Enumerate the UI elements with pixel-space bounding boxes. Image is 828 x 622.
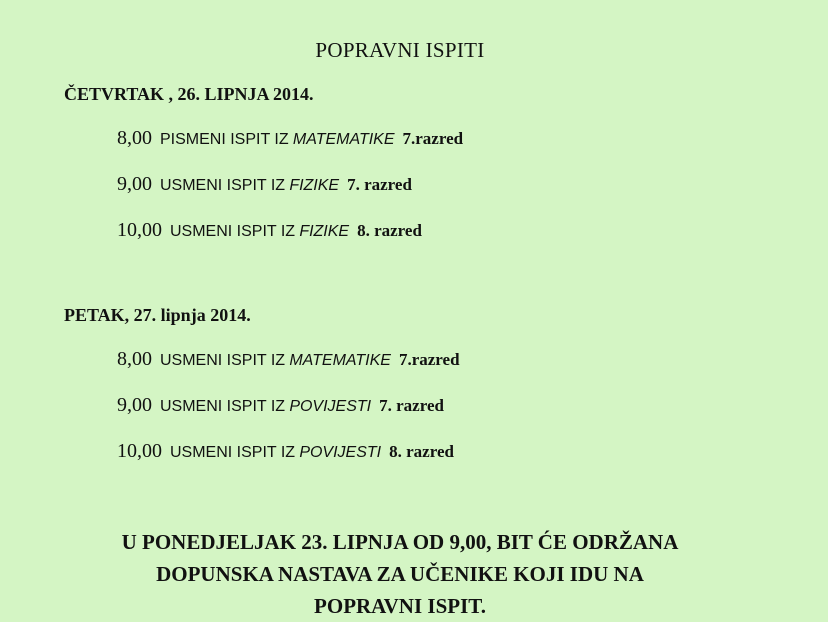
exam-row xyxy=(117,219,422,242)
exam-time: 9,00 xyxy=(117,173,152,195)
notice-line: U PONEDJELJAK 23. LIPNJA OD 9,00, BIT ĆE ODRŽANA xyxy=(121,530,679,554)
exam-time: 10,00 xyxy=(117,219,162,241)
exam-row xyxy=(117,348,460,371)
exam-row xyxy=(117,127,463,150)
exam-grade: 7. razred xyxy=(347,175,412,194)
exam-subject: POVIJESTI xyxy=(299,444,382,461)
exam-subject: FIZIKE xyxy=(299,223,350,240)
exam-row xyxy=(117,440,454,463)
notice-block xyxy=(0,526,800,622)
exam-grade: 8. razred xyxy=(357,221,422,240)
exam-subject: MATEMATIKE xyxy=(289,352,391,369)
exam-type: USMENI ISPIT IZ xyxy=(170,223,296,240)
exam-grade: 7. razred xyxy=(379,396,444,415)
exam-grade: 7.razred xyxy=(402,129,464,148)
exam-grade: 8. razred xyxy=(389,442,454,461)
notice-line: POPRAVNI ISPIT. xyxy=(314,594,486,618)
exam-subject: MATEMATIKE xyxy=(292,131,395,148)
exam-grade: 7.razred xyxy=(398,350,460,369)
day-heading-thursday: ČETVRTAK , 26. LIPNJA 2014. xyxy=(64,84,314,104)
day-heading-friday: PETAK, 27. lipnja 2014. xyxy=(64,305,251,325)
exam-time: 10,00 xyxy=(117,440,162,462)
exam-time: 8,00 xyxy=(117,127,152,149)
exam-time: 8,00 xyxy=(117,348,152,370)
exam-type: USMENI ISPIT IZ xyxy=(160,398,286,415)
exam-type: USMENI ISPIT IZ xyxy=(170,444,296,461)
exam-type: PISMENI ISPIT IZ xyxy=(160,131,289,148)
exam-subject: FIZIKE xyxy=(289,177,340,194)
exam-row xyxy=(117,173,412,196)
exam-type: USMENI ISPIT IZ xyxy=(160,177,286,194)
exam-type: USMENI ISPIT IZ xyxy=(160,352,286,369)
exam-time: 9,00 xyxy=(117,394,152,416)
exam-row xyxy=(117,394,444,417)
notice-line: DOPUNSKA NASTAVA ZA UČENIKE KOJI IDU NA xyxy=(156,562,644,586)
exam-subject: POVIJESTI xyxy=(289,398,372,415)
page-title: POPRAVNI ISPITI xyxy=(315,38,485,62)
